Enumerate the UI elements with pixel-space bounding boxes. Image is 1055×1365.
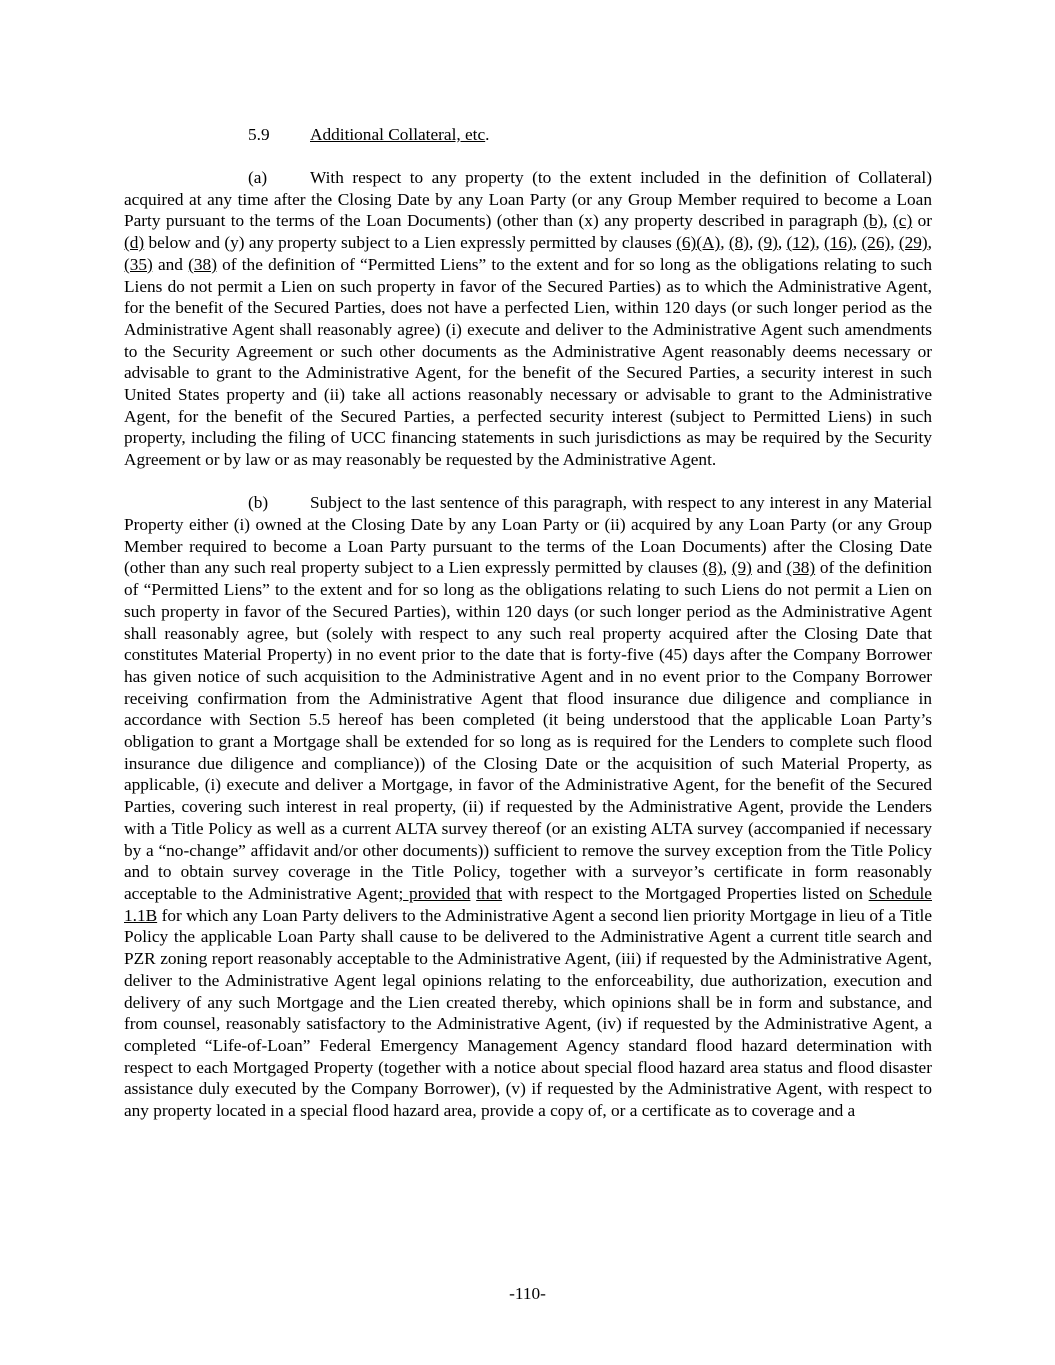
paragraph-b-text: of the definition of “Permitted Liens” to the extent and for so long as the obligations relating to such Liens do not permit a Lien on such property in favor of the Secured Parties), within 120 days (or such longer period as the Administrative Agent shall reasonably agree, but (solely with respect to any such real property acquired after the Closing Date that constitutes Material Property) in no event prior to the date that is forty-five (45) days after the Company Borrower has given notice of such acquisition to the Administrative Agent and in no event prior to the Company Borrower receiving confirmation from the Administrative Agent that flood insurance due diligence and compliance in accordance with Section 5.5 hereof has been completed (it being understood that the applicable Loan Party’s obligation to grant a Mortgage shall be extended for so long as is required for the Lenders to complete such flood insurance due diligence and compliance)) of the Closing Date or the acquisition of such Material Property, as applicable, (i) execute and deliver a Mortgage, in favor of the Administrative Agent, for the benefit of the Secured Parties, covering such interest in real property, (ii) if requested by the Administrative Agent, provide the Lenders with a Title Policy as well as a current ALTA survey thereof (or an existing ALTA survey (accompanied if necessary by a “no-change” affidavit and/or other documents)) sufficient to remove the survey exception from the Title Policy and to obtain survey coverage in the Title Policy, together with a surveyor’s certificate in form reasonably acceptable to the Administrative Agent xyxy=(124,558,933,903)
paragraph-a-text: With respect to any property (to the extent included in the definition of Collateral) acquired at any time after the Closing Date by any Loan Party (or any Group Member required to become a Loan Party pursuant to the terms of the Loan Documents) (other than (x) any property described in paragraph xyxy=(124,168,932,231)
section-title: Additional Collateral, etc xyxy=(310,125,486,144)
paragraph-b-text: Subject to the last sentence of this paragraph, with respect to any interest in any Material Property either (i) owned at the Closing Date by any Loan Party or (ii) acquired by any Loan Party (or any Group Member required to become a Loan Party pursuant to the terms of the Loan Documents) after the Closing Date (other than any such real property subject to a Lien expressly permitted by clauses xyxy=(124,493,932,578)
paragraph-a-text: , xyxy=(720,233,729,253)
section-number: 5.9 xyxy=(248,125,270,144)
paragraph-b-text: and xyxy=(751,558,787,578)
ref-clause-26[interactable]: (26) xyxy=(861,233,891,253)
paragraph-a-text: , xyxy=(749,233,758,253)
paragraph-a-text: and xyxy=(152,254,189,274)
ref-clause-12[interactable]: (12) xyxy=(786,233,816,253)
ref-clause-6a[interactable]: (6)(A) xyxy=(676,233,721,253)
page-number: -110- xyxy=(509,1284,546,1303)
ref-clause-16[interactable]: (16) xyxy=(823,233,853,253)
paragraph-b xyxy=(124,492,932,1121)
section-heading xyxy=(124,124,932,146)
paragraph-a-text: , xyxy=(777,233,787,253)
ref-schedule-1-1b[interactable]: Schedule 1.1B xyxy=(124,884,932,925)
provided-term: ; provided xyxy=(398,884,471,903)
ref-clause-35[interactable]: (35) xyxy=(124,254,153,274)
ref-paragraph-b[interactable]: (b) xyxy=(863,211,884,231)
ref-clause-8[interactable]: (8) xyxy=(702,558,723,578)
document-page xyxy=(124,124,932,1143)
ref-clause-8[interactable]: (8) xyxy=(728,233,750,253)
ref-clause-38[interactable]: (38) xyxy=(188,254,217,274)
ref-clause-9[interactable]: (9) xyxy=(731,558,752,578)
paragraph-a-text: , xyxy=(815,233,824,253)
paragraph-a-text: , xyxy=(927,233,932,253)
ref-paragraph-c[interactable]: (c) xyxy=(893,211,913,231)
paragraph-b-text: with respect to the Mortgaged Properties listed on xyxy=(502,884,869,903)
section-title-period: . xyxy=(485,125,490,144)
paragraph-b-text: for which any Loan Party delivers to the Administrative Agent a second lien priority Mortgage in lieu of a Title Policy the applicable Loan Party shall cause to be delivered to the Administrative Agent a current title search and PZR zoning report reasonably acceptable to the Administrative Agent, (iii) if requested by the Administrative Agent, deliver to the Administrative Agent legal opinions relating to the enforceability, due authorization, execution and delivery of any such Mortgage and the Lien created thereby, which opinions shall be in form and substance, and from counsel, reasonably satisfactory to the Administrative Agent, (iv) if requested by the Administrative Agent, a completed “Life-of-Loan” Federal Emergency Management Agency standard flood hazard determination with respect to each Mortgaged Property (together with a notice about special flood hazard area status and flood disaster assistance duly executed by the Company Borrower), (v) if requested by the Administrative Agent, with respect to any property located in a special flood hazard area, provide a copy of, or a certificate as to coverage and a xyxy=(124,905,932,1121)
paragraph-b-label: (b) xyxy=(248,493,269,513)
paragraph-a-text: below and (y) any property subject to a Lien expressly permitted by clauses xyxy=(144,233,677,253)
paragraph-b-text: , xyxy=(722,558,732,578)
ref-clause-38[interactable]: (38) xyxy=(786,558,816,578)
paragraph-a-text: , xyxy=(852,233,862,253)
ref-clause-29[interactable]: (29) xyxy=(898,233,928,253)
paragraph-a-text: , xyxy=(890,233,899,253)
that-term: that xyxy=(476,884,503,903)
ref-clause-9[interactable]: (9) xyxy=(757,233,778,253)
paragraph-a-text: or xyxy=(912,211,933,231)
paragraph-a-label: (a) xyxy=(248,168,268,187)
paragraph-a xyxy=(124,167,932,471)
paragraph-a-text: , xyxy=(883,211,894,231)
ref-paragraph-d[interactable]: (d) xyxy=(124,233,145,253)
paragraph-a-text: of the definition of “Permitted Liens” to the extent and for so long as the obligations relating to such Liens do not permit a Lien on such property in favor of the Secured Parties) as to which the Administrative Agent, for the benefit of the Secured Parties, does not have a perfected Lien, within 120 days (or such longer period as the Administrative Agent shall reasonably agree) (i) execute and deliver to the Administrative Agent such amendments to the Security Agreement or such other documents as the Administrative Agent reasonably deems necessary or advisable to grant to the Administrative Agent, for the benefit of the Secured Parties, a security interest in such United States property and (ii) take all actions reasonably necessary or advisable to grant to the Administrative Agent, for the benefit of the Secured Parties, a perfected security interest (subject to Permitted Liens) in such property, including the filing of UCC financing statements in such jurisdictions as may be required by the Security Agreement or by law or as may reasonably be requested by the Administrative Agent. xyxy=(124,254,932,470)
